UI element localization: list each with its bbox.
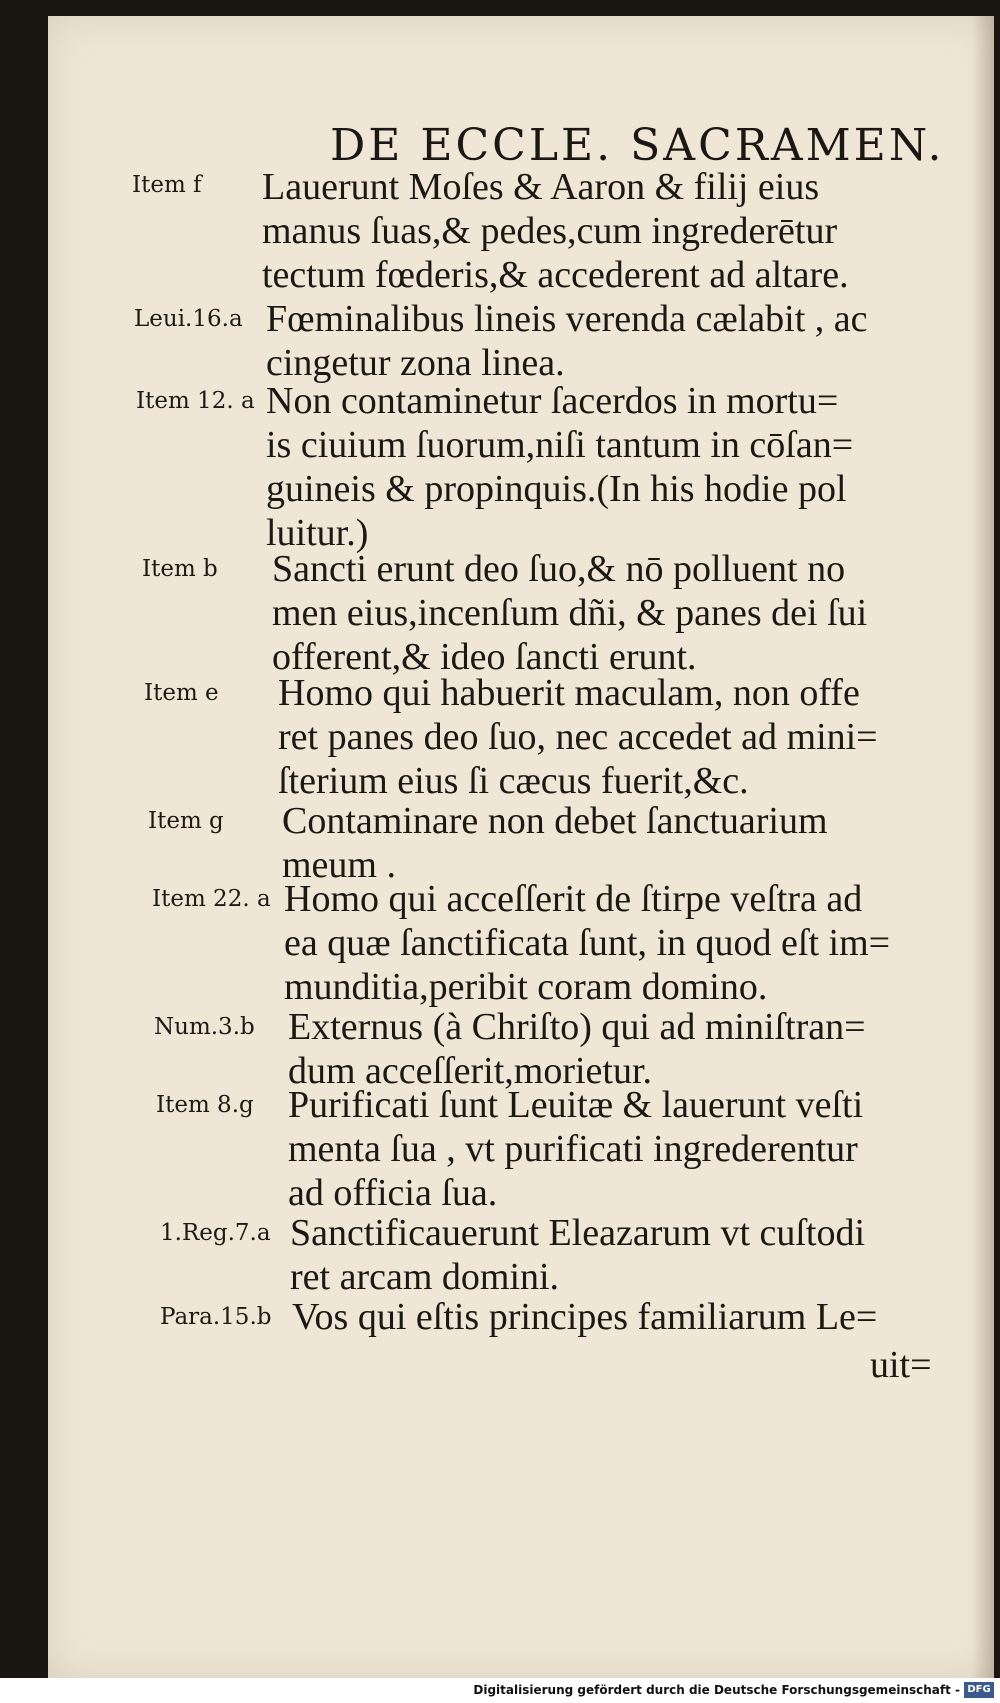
verse-line: manus ſuas,& pedes,cum ingrederētur <box>262 210 838 252</box>
verse-line: Non contaminetur ſacerdos in mortu= <box>266 380 839 422</box>
verse-line: tectum fœderis,& accederent ad altare. <box>262 254 849 296</box>
verse-line: cingetur zona linea. <box>266 342 565 384</box>
margin-reference: Item f <box>132 172 202 198</box>
verse-line: munditia,peribit coram domino. <box>284 966 768 1008</box>
verse-line: meum . <box>282 844 396 886</box>
footer-credit: Digitalisierung gefördert durch die Deutsche Forschungsgemeinschaft - <box>473 1683 960 1697</box>
verse-line: ad officia ſua. <box>288 1172 498 1214</box>
verse-line: Homo qui acceſſerit de ſtirpe veſtra ad <box>284 878 863 920</box>
verse-line: Lauerunt Moſes & Aaron & filĳ eius <box>262 166 820 208</box>
margin-reference: Item g <box>148 808 224 834</box>
verse-line: Sancti erunt deo ſuo,& nō polluent no <box>272 548 846 590</box>
margin-reference: Item 8.g <box>156 1092 254 1118</box>
digitization-footer <box>0 1678 1000 1703</box>
margin-reference: 1.Reg.7.a <box>160 1220 271 1246</box>
verse-line: offerent,& ideo ſancti erunt. <box>272 636 697 678</box>
verse-line: Fœminalibus lineis verenda cælabit , ac <box>266 298 868 340</box>
margin-reference: Item b <box>142 556 218 582</box>
dfg-logo: DFG <box>964 1682 994 1698</box>
margin-reference: Num.3.b <box>154 1014 255 1040</box>
margin-reference: Item e <box>144 680 219 706</box>
verse-line: is ciuium ſuorum,niſi tantum in cōſan= <box>266 424 854 466</box>
verse-line: ret panes deo ſuo, nec accedet ad mini= <box>278 716 878 758</box>
verse-line: Homo qui habuerit maculam, non offe <box>278 672 860 714</box>
verse-line: Sanctificauerunt Eleazarum vt cuſtodi <box>290 1212 866 1254</box>
verse-line: luitur.) <box>266 512 369 554</box>
running-header: DE ECCLE. SACRAMEN. <box>330 120 945 171</box>
margin-reference: Leui.16.a <box>134 306 243 332</box>
verse-line: ret arcam domini. <box>290 1256 560 1298</box>
margin-reference: Para.15.b <box>160 1304 272 1330</box>
verse-line: Externus (à Chriſto) qui ad miniſtran= <box>288 1006 866 1048</box>
margin-reference: Item 22. a <box>152 886 271 912</box>
verse-line: dum acceſſerit,morietur. <box>288 1050 653 1092</box>
verse-line: men eius,incenſum dñi, & panes dei ſui <box>272 592 868 634</box>
page-spine-shadow <box>972 16 994 1678</box>
verse-line: uit= <box>870 1344 932 1386</box>
verse-line: menta ſua , vt purificati ingrederentur <box>288 1128 858 1170</box>
book-page <box>48 16 994 1678</box>
verse-line: ea quæ ſanctificata ſunt, in quod eſt im= <box>284 922 891 964</box>
verse-line: guineis & propinquis.(In his hodie pol <box>266 468 847 510</box>
verse-line: Contaminare non debet ſanctuarium <box>282 800 828 842</box>
margin-reference: Item 12. a <box>136 388 255 414</box>
verse-line: Vos qui eſtis principes familiarum Le= <box>292 1296 878 1338</box>
verse-line: ſterium eius ſi cæcus fuerit,&c. <box>278 760 749 802</box>
verse-line: Purificati ſunt Leuitæ & lauerunt veſti <box>288 1084 864 1126</box>
